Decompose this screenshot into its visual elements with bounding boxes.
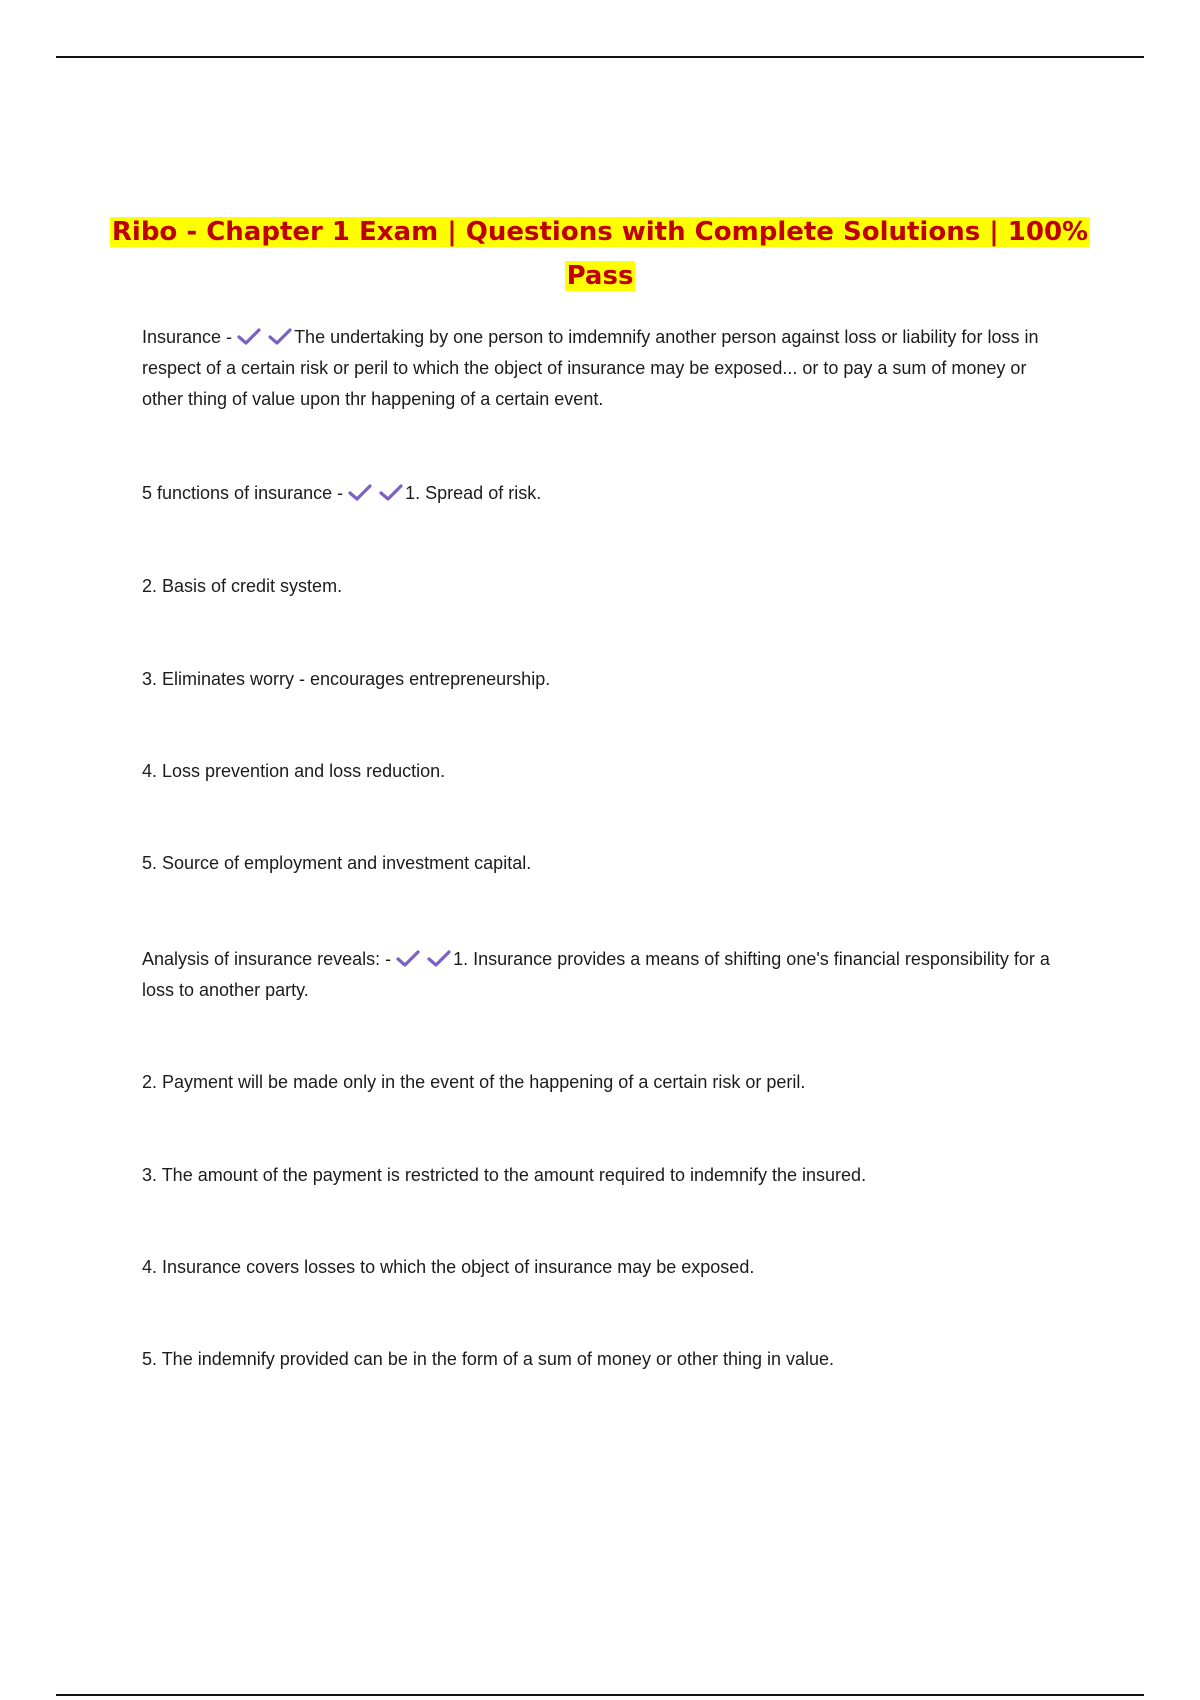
entry-term: Analysis of insurance reveals: - xyxy=(142,949,397,969)
entry-term: 5 functions of insurance - xyxy=(142,483,349,503)
title-line-2: Pass xyxy=(566,261,634,291)
entry-term: Insurance - xyxy=(142,327,238,347)
checkmark-icon xyxy=(237,328,261,346)
checkmark-icon xyxy=(268,328,292,346)
entry-analysis xyxy=(142,944,1062,1006)
entry-insurance xyxy=(142,322,1062,415)
list-item: 5. Source of employment and investment capital. xyxy=(142,853,532,873)
entry-answer: The undertaking by one person to imdemnify another person against loss or liability for loss in respect of a certain risk or peril to which the object of insurance may be exposed... or to pay a sum of money or other thing of value upon thr happening of a certain event. xyxy=(142,327,1039,409)
entry-functions xyxy=(142,478,1062,509)
top-rule xyxy=(56,56,1144,58)
list-item: 5. The indemnify provided can be in the form of a sum of money or other thing in value. xyxy=(142,1349,835,1369)
list-item: 4. Loss prevention and loss reduction. xyxy=(142,761,446,781)
checkmark-icon xyxy=(396,950,420,968)
entry-answer: 1. Spread of risk. xyxy=(405,483,542,503)
list-item: 2. Payment will be made only in the event of the happening of a certain risk or peril. xyxy=(142,1072,806,1092)
list-item: 4. Insurance covers losses to which the object of insurance may be exposed. xyxy=(142,1257,755,1277)
checkmark-icon xyxy=(379,484,403,502)
entry-answer: 1. Insurance provides a means of shifting one's financial responsibility for a loss to another party. xyxy=(142,949,1050,1000)
checkmark-icon xyxy=(348,484,372,502)
document-title xyxy=(0,210,1200,298)
bottom-rule xyxy=(56,1694,1144,1696)
checkmark-icon xyxy=(427,950,451,968)
list-item: 3. Eliminates worry - encourages entrepreneurship. xyxy=(142,669,551,689)
title-line-1: Ribo - Chapter 1 Exam | Questions with Complete Solutions | 100% xyxy=(111,217,1089,247)
list-item: 2. Basis of credit system. xyxy=(142,576,343,596)
list-item: 3. The amount of the payment is restricted to the amount required to indemnify the insured. xyxy=(142,1165,867,1185)
